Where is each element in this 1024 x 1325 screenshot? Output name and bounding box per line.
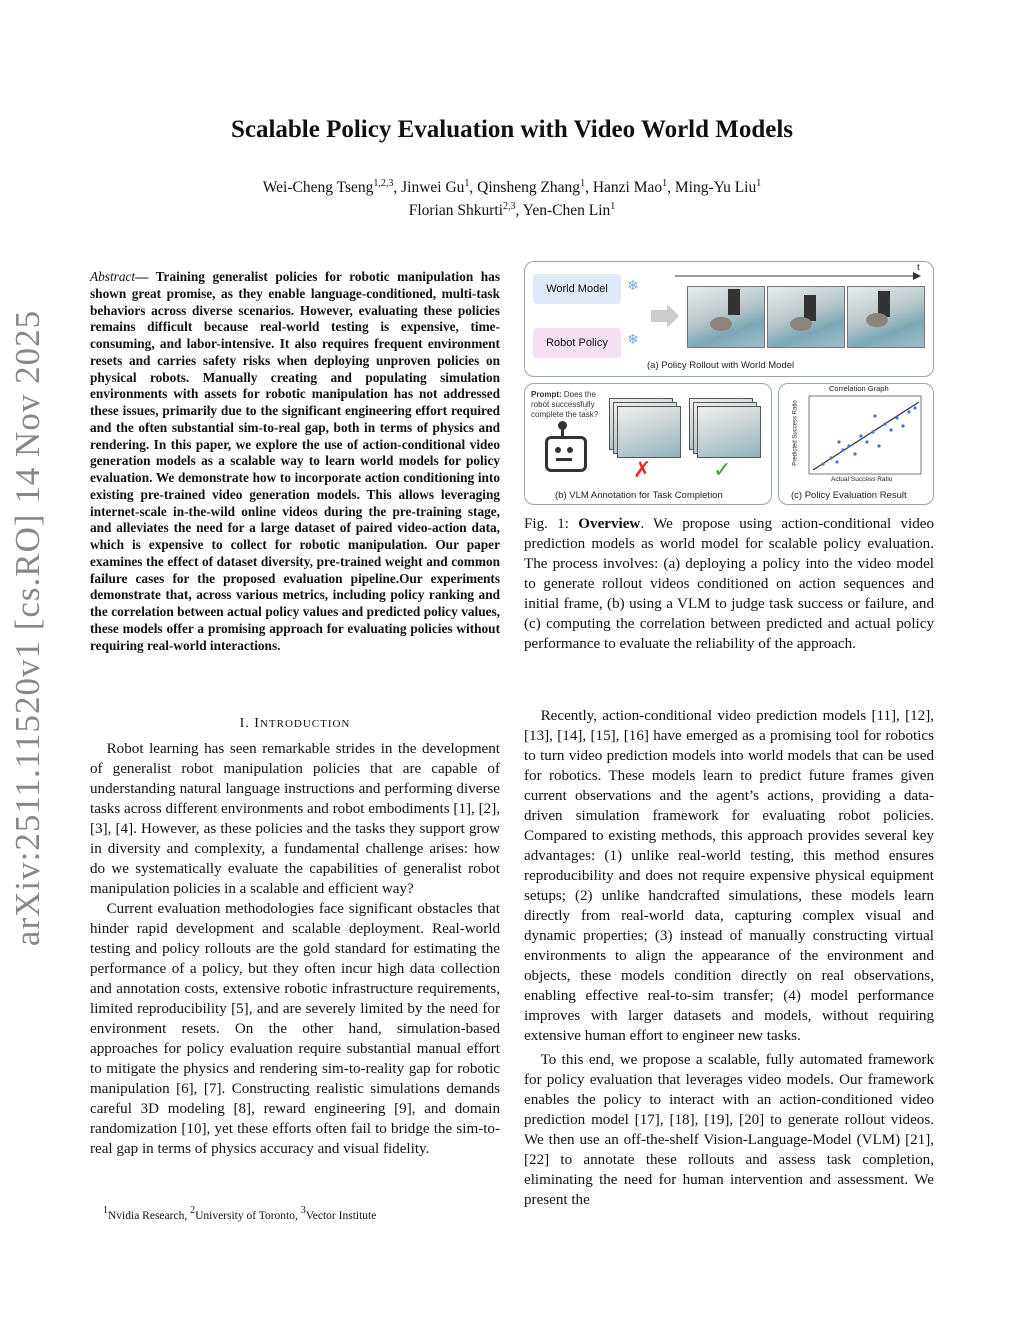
right-column-body xyxy=(524,706,934,1210)
panel-b-label: (b) VLM Annotation for Task Completion xyxy=(555,490,723,501)
correlation-graph xyxy=(779,384,933,504)
section-title-rest: NTRODUCTION xyxy=(259,718,351,730)
snowflake-icon: ❄ xyxy=(627,279,639,294)
cross-icon: ✗ xyxy=(633,458,652,483)
affiliation: Nvidia Research, xyxy=(108,1210,191,1222)
author-name: Ming-Yu Liu xyxy=(674,179,757,196)
paragraph: Recently, action-conditional video prediction models [11], [12], [13], [14], [15], [16] have emerged as a promising tool for robotics to turn video prediction models into world models that can be used for robotics. These models learn to predict future frames given current observations and the agent’s actions, providing a data-driven simulation framework for evaluating robot policies. Compared to existing methods, this approach provides several key advantages: (1) unlike real-world testing, this method ensures reproducibility and does not require expensive physical equipment setups; (2) unlike handcrafted simulations, these models learn directly from real-world data, capturing complex visual and dynamic properties; (3) instead of manually constructing virtual environments to align the appearance of the environment and objects, these models condition directly on real observations, enabling effective real-to-sim transfer; (4) model performance improves with larger datasets and models, without requiring extensive human effort to engineer new tasks. xyxy=(524,708,934,1044)
snowflake-icon: ❄ xyxy=(627,333,639,348)
affiliation: University of Toronto, xyxy=(195,1210,301,1222)
prompt-text: Does the robot successfully complete the task? xyxy=(531,390,599,419)
time-arrowhead xyxy=(913,272,921,280)
affiliation-mark: 1 xyxy=(580,178,586,189)
robot-icon xyxy=(545,436,587,472)
caption-text: . We propose using action-conditional video prediction models as world model for scalable policy evaluation. The process involves: (a) deploying a policy into the video model to generate rollout videos conditioned on action sequences and initial frame, (b) using a VLM to judge task success or failure, and (c) computing the correlation between predicted and actual policy performance to evaluate the reliability of the approach. xyxy=(524,516,934,652)
footnote-mark: 3 xyxy=(300,1205,306,1216)
author-name: Wei-Cheng Tseng xyxy=(262,179,374,196)
overview-figure xyxy=(524,261,936,507)
paragraph: Current evaluation methodologies face significant obstacles that hinder rapid development and scalable deployment. Real-world testing and policy rollouts are the gold standard for estimating the performance of a policy, but they often incur high data collection and annotation costs, extensive robotic infrastructure requirements, limited reproducibility [5], and are severely limited by the need for environment resets. On the other hand, simulation-based approaches for policy evaluation require substantial manual effort to mitigate the physics and rendering sim-to-reality gap for robotic manipulation [6], [7]. Constructing realistic simulations demands careful 3D modeling [8], reward engineering [9], and domain randomization [10], yet these efforts often fail to bridge the sim-to-real gap in terms of physics accuracy and visual fidelity. xyxy=(90,901,500,1157)
prompt-label: Prompt: xyxy=(531,390,562,399)
abstract: Abstract— Training generalist policies for robotic manipulation has shown great promise, as they enable language-conditioned, multi-task behaviors across diverse scenarios. However, evaluating these policies remains difficult because real-world testing is expensive, time-consuming, and labor-intensive. It also requires frequent environment resets and carries safety risks when deploying unproven policies on physical robots. Manually creating and populating simulation environments with assets for robotic manipulation has not addressed these issues, primarily due to the significant engineering effort required and the often substantial sim-to-real gap, both in terms of physics and rendering. In this paper, we explore the use of action-conditional video generation models as a scalable way to learn world models for policy evaluation. We demonstrate how to incorporate action conditioning into existing pre-trained video generation models. This allows leveraging internet-scale in-the-wild online videos during the pre-training stage, and alleviates the need for a large dataset of paired video-action data, which is expensive to collect for robotic manipulation. Our paper examines the effect of dataset diversity, pre-trained weight and common failure cases for the proposed evaluation pipeline.Our experiments demonstrate that, across various metrics, including policy ranking and the correlation between actual policy values and predicted policy values, these models offer a promising approach for evaluating policies without requiring real-world interactions. xyxy=(90,269,500,653)
video-frame xyxy=(697,406,761,458)
graph-ylabel: Predicted Success Ratio xyxy=(792,400,799,466)
abstract-text: Training generalist policies for robotic manipulation has shown great promise, as they enable language-conditioned, multi-task behaviors across diverse scenarios. However, evaluating these policies remains difficult because real-world testing is expensive, time-consuming, and labor-intensive. It also requires frequent environment resets and carries safety risks when deploying unproven policies on physical robots. Manually creating and populating simulation environments with assets for robotic manipulation has not addressed these issues, primarily due to the significant engineering effort required and the often substantial sim-to-real gap, both in terms of physics and rendering. In this paper, we explore the use of action-conditional video generation models as a scalable way to learn world models for policy evaluation. We demonstrate how to incorporate action conditioning into existing pre-trained video generation models. This allows leveraging internet-scale in-the-wild online videos during the pre-training stage, and alleviates the need for a large dataset of paired video-action data, which is expensive to collect for robotic manipulation. Our paper examines the effect of dataset diversity, pre-trained weight and common failure cases for the proposed evaluation pipeline.Our experiments demonstrate that, across various metrics, including policy ranking and the correlation between actual policy values and predicted policy values, these models offer a promising approach for evaluating policies without requiring real-world interactions. xyxy=(90,269,500,653)
abstract-label: Abstract xyxy=(90,269,136,284)
graph-title: Correlation Graph xyxy=(829,384,889,393)
affiliation-mark: 1,2,3 xyxy=(373,178,394,189)
flow-arrow xyxy=(651,304,679,328)
section-number: I. xyxy=(239,716,250,731)
affiliation-mark: 1 xyxy=(756,178,762,189)
rollout-frame xyxy=(767,286,845,348)
paragraph: Robot learning has seen remarkable strides in the development of generalist robot manipulation policies that are capable of understanding natural language instructions and performing diverse tasks across different environments and robot embodiments [1], [2], [3], [4]. However, as these policies and the tasks they support grow in diversity and complexity, a fundamental challenge arises: how do we systematically evaluate the capabilities of generalist robot manipulation policies in a scalable and efficient way? xyxy=(90,741,500,897)
affiliation-mark: 1 xyxy=(464,178,470,189)
rollout-frame xyxy=(687,286,765,348)
panel-policy-evaluation xyxy=(778,383,934,505)
author-list: Wei-Cheng Tseng$^{1,2,3}$, Jinwei Gu$^1$, Qinsheng Zhang$^1$, Hanzi Mao$^1$, Ming-Yu Liu$^1$ Florian Shkurti$^{2,3}$, Yen-Chen Lin$^1$ xyxy=(262,178,762,219)
rollout-frame xyxy=(847,286,925,348)
robot-policy-box: Robot Policy xyxy=(533,328,621,358)
affiliations-footnote xyxy=(103,1205,377,1222)
check-icon: ✓ xyxy=(713,458,732,483)
panel-vlm-annotation xyxy=(524,383,772,505)
author-name: Qinsheng Zhang xyxy=(477,179,581,196)
video-frame xyxy=(617,406,681,458)
panel-policy-rollout xyxy=(524,261,934,377)
panel-c-label: (c) Policy Evaluation Result xyxy=(791,490,907,501)
author-name: Jinwei Gu xyxy=(401,179,465,196)
footnote-mark: 2 xyxy=(190,1205,196,1216)
robot-antenna xyxy=(561,426,564,436)
paper-title: Scalable Policy Evaluation with Video World Models xyxy=(230,116,794,143)
left-column-body xyxy=(90,739,500,1159)
affiliation-mark: 2,3 xyxy=(503,201,516,212)
panel-a-label: (a) Policy Rollout with World Model xyxy=(647,360,795,371)
time-label: t xyxy=(917,262,920,273)
world-model-box: World Model xyxy=(533,274,621,304)
footnote-mark: 1 xyxy=(103,1205,108,1216)
author-name: Yen-Chen Lin xyxy=(522,202,611,219)
author-name: Florian Shkurti xyxy=(408,202,504,219)
graph-xlabel: Actual Success Ratio xyxy=(831,476,893,483)
prompt-box xyxy=(531,390,611,420)
section-initial: I xyxy=(254,716,260,731)
affiliation-mark: 1 xyxy=(662,178,668,189)
section-heading-introduction xyxy=(90,716,500,732)
caption-bold: Overview xyxy=(578,516,641,532)
affiliation-mark: 1 xyxy=(610,201,616,212)
author-name: Hanzi Mao xyxy=(592,179,663,196)
paragraph: To this end, we propose a scalable, fully automated framework for policy evaluation that leverages video models. Our framework enables the policy to interact with an action-conditioned video prediction model [17], [18], [19], [20] to generate rollout videos. We then use an off-the-shelf Vision-Language-Model (VLM) [21], [22] to annotate these rollouts and assess task completion, eliminating the need for human intervention and assessment. We present the xyxy=(524,1052,934,1208)
arxiv-stamp: arXiv:2511.11520v1 [cs.RO] 14 Nov 2025 xyxy=(8,309,47,947)
affiliation: Vector Institute xyxy=(305,1210,377,1222)
figure-caption xyxy=(524,514,934,654)
caption-prefix: Fig. 1: xyxy=(524,516,579,532)
